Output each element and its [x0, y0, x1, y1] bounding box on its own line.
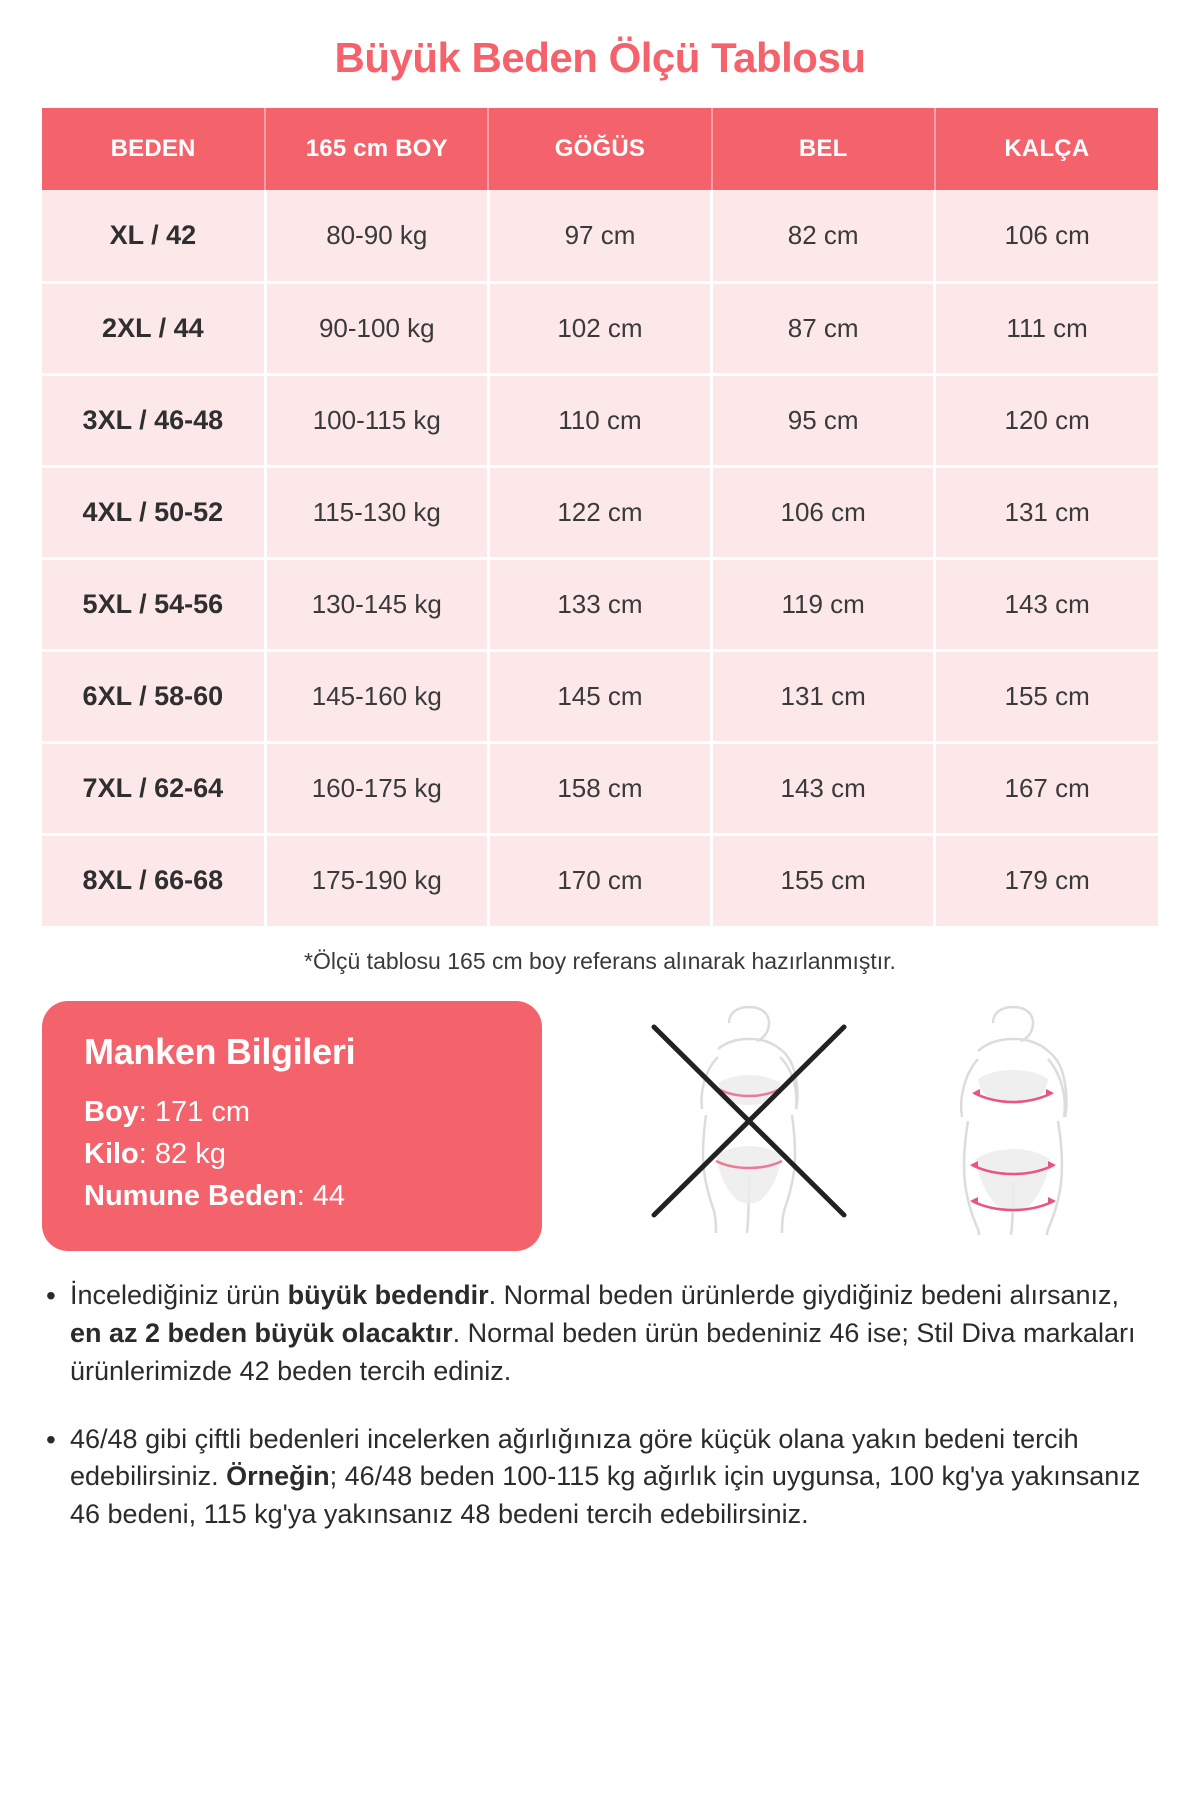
cell-bust: 102 cm	[488, 282, 711, 374]
note-part: 46/48 gibi çiftli bedenleri incelerken ağırlığınıza göre küçük olana yakın bedeni tercih edebilirsiniz.	[70, 1423, 1079, 1492]
column-header-gogus: GÖĞÜS	[488, 108, 711, 190]
table-row	[42, 190, 1158, 282]
table-row	[42, 282, 1158, 374]
list-item	[42, 1421, 1158, 1534]
cell-bust: 170 cm	[488, 834, 711, 926]
cell-size: 3XL / 46-48	[42, 374, 265, 466]
table-row	[42, 374, 1158, 466]
cell-weight: 130-145 kg	[265, 558, 488, 650]
table-row	[42, 558, 1158, 650]
model-weight-row	[84, 1133, 508, 1175]
table-footnote: *Ölçü tablosu 165 cm boy referans alınarak hazırlanmıştır.	[304, 948, 896, 974]
cell-bust: 145 cm	[488, 650, 711, 742]
column-header-bel: BEL	[712, 108, 935, 190]
model-height-row	[84, 1091, 508, 1133]
column-header-boy: 165 cm BOY	[265, 108, 488, 190]
note-part-bold: Örneğin	[226, 1461, 330, 1492]
model-weight-label: Kilo	[84, 1138, 139, 1171]
cell-waist: 82 cm	[712, 190, 935, 282]
cell-size: XL / 42	[42, 190, 265, 282]
model-info-heading: Manken Bilgileri	[84, 1031, 356, 1072]
cell-waist: 143 cm	[712, 742, 935, 834]
cell-bust: 158 cm	[488, 742, 711, 834]
page-title: Büyük Beden Ölçü Tablosu	[334, 34, 866, 81]
cell-size: 2XL / 44	[42, 282, 265, 374]
cell-bust: 97 cm	[488, 190, 711, 282]
note-part: ; 46/48 beden 100-115 kg ağırlık için uygunsa, 100 kg'ya yakınsanız 46 bedeni, 115 kg'ya yakınsanız 48 bedeni tercih edebilirsiniz.	[70, 1461, 1141, 1530]
cell-waist: 95 cm	[712, 374, 935, 466]
model-sample-size-label: Numune Beden	[84, 1180, 297, 1213]
model-height-value: : 171 cm	[138, 1096, 251, 1128]
cell-hip: 106 cm	[935, 190, 1158, 282]
model-info-card	[42, 1001, 542, 1251]
column-header-kalca: KALÇA	[935, 108, 1158, 190]
cell-waist: 155 cm	[712, 834, 935, 926]
table-body	[42, 190, 1158, 926]
cell-hip: 143 cm	[935, 558, 1158, 650]
table-row	[42, 466, 1158, 558]
note-part: İncelediğiniz ürün	[70, 1280, 288, 1311]
cell-waist: 131 cm	[712, 650, 935, 742]
cell-waist: 87 cm	[712, 282, 935, 374]
cell-hip: 111 cm	[935, 282, 1158, 374]
table-header	[42, 108, 1158, 190]
wrong-measurement-figure	[634, 1005, 864, 1235]
note-part-bold: büyük bedendir	[287, 1280, 489, 1311]
model-sample-size-value: : 44	[296, 1180, 346, 1213]
cell-hip: 131 cm	[935, 466, 1158, 558]
list-item	[42, 1277, 1158, 1390]
cell-weight: 115-130 kg	[265, 466, 488, 558]
cell-hip: 120 cm	[935, 374, 1158, 466]
cell-size: 5XL / 54-56	[42, 558, 265, 650]
size-table-container	[0, 108, 1200, 926]
cell-weight: 175-190 kg	[265, 834, 488, 926]
model-sample-size-row	[84, 1175, 508, 1217]
cell-size: 7XL / 62-64	[42, 742, 265, 834]
cell-size: 6XL / 58-60	[42, 650, 265, 742]
cell-size: 8XL / 66-68	[42, 834, 265, 926]
cell-weight: 100-115 kg	[265, 374, 488, 466]
measurement-figures	[562, 1001, 1158, 1235]
table-row	[42, 650, 1158, 742]
note-part-bold: en az 2 beden büyük olacaktır	[70, 1317, 453, 1348]
note-part: . Normal beden ürün bedeniniz 46 ise; Stil Diva markaları ürünlerimizde 42 beden tercih ediniz.	[70, 1317, 1136, 1386]
correct-measurement-figure	[898, 1005, 1128, 1235]
cell-weight: 90-100 kg	[265, 282, 488, 374]
bullet-icon: •	[46, 1423, 56, 1455]
cell-bust: 110 cm	[488, 374, 711, 466]
note-text	[70, 1277, 1158, 1390]
cell-bust: 122 cm	[488, 466, 711, 558]
table-row	[42, 834, 1158, 926]
cell-waist: 106 cm	[712, 466, 935, 558]
cell-weight: 145-160 kg	[265, 650, 488, 742]
notes-list	[0, 1251, 1200, 1604]
cell-weight: 80-90 kg	[265, 190, 488, 282]
cell-hip: 179 cm	[935, 834, 1158, 926]
column-header-beden: BEDEN	[42, 108, 265, 190]
note-part: . Normal beden ürünlerde giydiğiniz bedeni alırsanız,	[488, 1280, 1120, 1311]
size-table	[42, 108, 1158, 926]
cell-hip: 155 cm	[935, 650, 1158, 742]
bullet-icon: •	[46, 1280, 56, 1312]
cell-bust: 133 cm	[488, 558, 711, 650]
model-height-label: Boy	[84, 1096, 139, 1128]
table-row	[42, 742, 1158, 834]
model-weight-value: : 82 kg	[138, 1138, 226, 1171]
cell-waist: 119 cm	[712, 558, 935, 650]
table-header-row	[42, 108, 1158, 190]
cell-size: 4XL / 50-52	[42, 466, 265, 558]
cell-weight: 160-175 kg	[265, 742, 488, 834]
note-text	[70, 1421, 1158, 1534]
cell-hip: 167 cm	[935, 742, 1158, 834]
model-info-section	[0, 975, 1200, 1251]
